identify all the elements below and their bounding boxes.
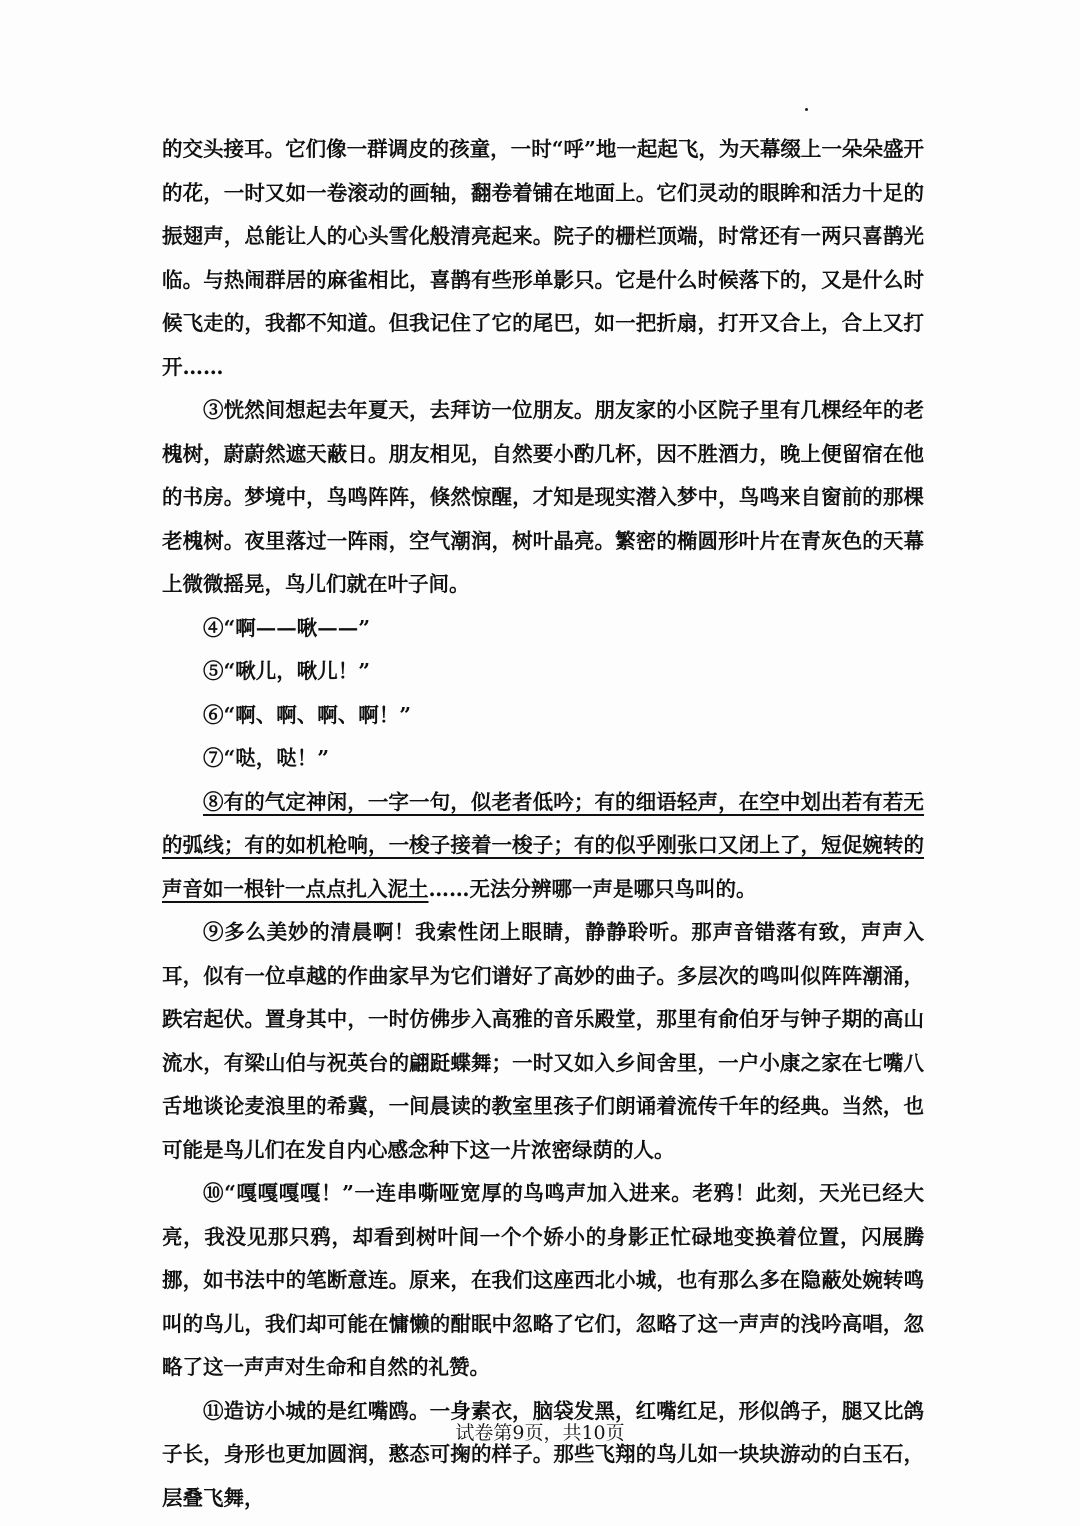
scan-speck bbox=[805, 108, 808, 111]
paragraph-continued: 的交头接耳。它们像一群调皮的孩童，一时“呼”地一起起飞，为天幕缀上一朵朵盛开的花，一时又如一卷滚动的画轴，翻卷着铺在地面上。它们灵动的眼眸和活力十足的振翅声，总能让人的心头雪化般清亮起来。院子的栅栏顶端，时常还有一两只喜鹊光临。与热闹群居的麻雀相比，喜鹊有些形单影只。它是什么时候落下的，又是什么时候飞走的，我都不知道。但我记住了它的尾巴，如一把折扇，打开又合上，合上又打开…… bbox=[162, 137, 924, 379]
paragraph-3: ③恍然间想起去年夏天，去拜访一位朋友。朋友家的小区院子里有几棵经年的老槐树，蔚蔚然遮天蔽日。朋友相见，自然要小酌几杯，因不胜酒力，晚上便留宿在他的书房。梦境中，鸟鸣阵阵，倏然惊醒，才知是现实潜入梦中，鸟鸣来自窗前的那棵老槐树。夜里落过一阵雨，空气潮润，树叶晶亮。繁密的椭圆形叶片在青灰色的天幕上微微摇晃，鸟儿们就在叶子间。 bbox=[162, 398, 924, 596]
underlined-sentence: ⑧有的气定神闲，一字一句，似老者低吟；有的细语轻声，在空中划出若有若无的弧线；有的如机枪响，一梭子接着一梭子；有的似乎刚张口又闭上了，短促婉转的声音如一根针一点点扎入泥土 bbox=[162, 789, 924, 901]
paragraph-4: ④“啊——啾——” bbox=[203, 615, 371, 640]
paragraph-9: ⑨多么美妙的清晨啊！我索性闭上眼睛，静静聆听。那声音错落有致，声声入耳，似有一位卓越的作曲家早为它们谱好了高妙的曲子。多层次的鸣叫似阵阵潮涌，跌宕起伏。置身其中，一时仿佛步入高雅的音乐殿堂，那里有俞伯牙与钟子期的高山流水，有梁山伯与祝英台的翩跹蝶舞；一时又如入乡间舍里，一户小康之家在七嘴八舌地谈论麦浪里的希冀，一间晨读的教室里孩子们朗诵着流传千年的经典。当然，也可能是鸟儿们在发自内心感念种下这一片浓密绿荫的人。 bbox=[162, 920, 924, 1162]
paragraph-6: ⑥“啊、啊、啊、啊！” bbox=[203, 702, 412, 727]
paragraph-5: ⑤“啾儿，啾儿！” bbox=[203, 659, 371, 683]
paragraph-11: ⑪造访小城的是红嘴鸥。一身素衣，脑袋发黑，红嘴红足，形似鸽子，腿又比鸽子长，身形也更加圆润，憨态可掬的样子。那些飞翔的鸟儿如一块块游动的白玉石，层叠飞舞， bbox=[162, 1398, 924, 1510]
paragraph-7: ⑦“哒，哒！” bbox=[203, 746, 330, 770]
paragraph-8-rest: ……无法分辨哪一声是哪只鸟叫的。 bbox=[428, 876, 757, 901]
page-footer: 试卷第9页，共10页 bbox=[455, 1422, 625, 1444]
paragraph-10: ⑩“嘎嘎嘎嘎！”一连串嘶哑宽厚的鸟鸣声加入进来。老鸦！此刻，天光已经大亮，我没见那只鸦，却看到树叶间一个个娇小的身影正忙碌地变换着位置，闪展腾挪，如书法中的笔断意连。原来，在我们这座西北小城，也有那么多在隐蔽处婉转鸣叫的鸟儿，我们却可能在慵懒的酣眠中忽略了它们，忽略了这一声声的浅吟高唱，忽略了这一声声对生命和自然的礼赞。 bbox=[162, 1181, 924, 1379]
paragraph-8 bbox=[162, 781, 924, 912]
article-body bbox=[162, 128, 924, 1520]
